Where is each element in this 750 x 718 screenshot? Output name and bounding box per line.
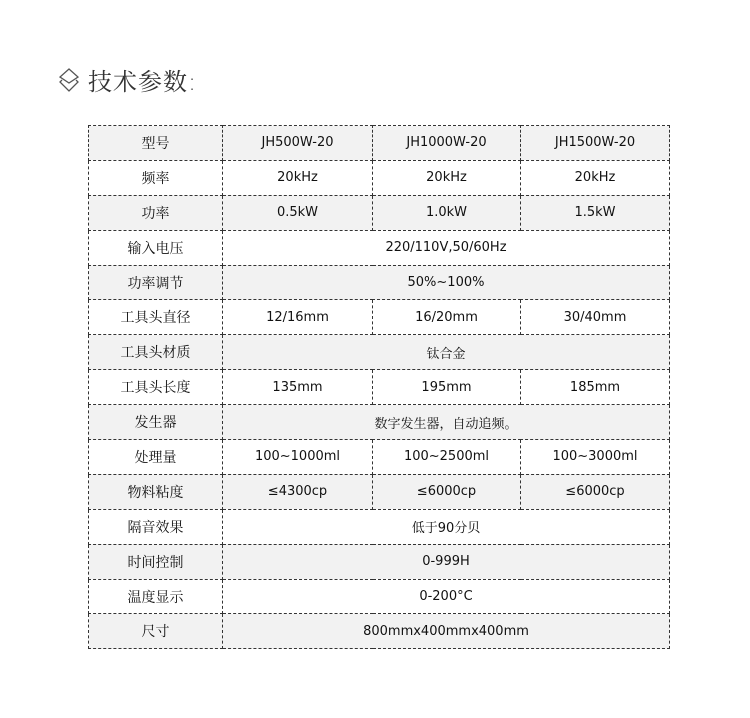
row-value: 185mm [521,370,670,405]
row-value: 195mm [373,370,521,405]
row-value: 低于90分贝 [223,509,670,544]
row-value: 16/20mm [373,300,521,335]
table-row [89,544,670,579]
row-value: JH500W-20 [223,126,373,161]
row-value: JH1500W-20 [521,126,670,161]
row-value: 100~3000ml [521,440,670,475]
table-row [89,265,670,300]
row-label: 时间控制 [89,544,223,579]
table-row [89,509,670,544]
row-label: 频率 [89,160,223,195]
row-value: 20kHz [521,160,670,195]
row-label: 处理量 [89,440,223,475]
table-row [89,160,670,195]
table-row [89,335,670,370]
table-row [89,230,670,265]
table-row [89,126,670,161]
row-value: 0-999H [223,544,670,579]
row-label: 隔音效果 [89,509,223,544]
row-value: 50%~100% [223,265,670,300]
row-label: 发生器 [89,405,223,440]
row-value: 0.5kW [223,195,373,230]
row-value: 数字发生器，自动追频。 [223,405,670,440]
row-label: 尺寸 [89,614,223,649]
table-row [89,474,670,509]
section-heading [56,62,197,97]
row-label: 型号 [89,126,223,161]
row-value: ≤6000cp [521,474,670,509]
row-value: 20kHz [373,160,521,195]
table-row [89,300,670,335]
row-value: 20kHz [223,160,373,195]
table-row [89,614,670,649]
row-value: 100~1000ml [223,440,373,475]
row-value: 1.0kW [373,195,521,230]
row-value: 1.5kW [521,195,670,230]
row-label: 工具头长度 [89,370,223,405]
row-value: 135mm [223,370,373,405]
row-value: 0-200°C [223,579,670,614]
table-row [89,440,670,475]
table-row [89,370,670,405]
row-value: 220/110V,50/60Hz [223,230,670,265]
row-value: 12/16mm [223,300,373,335]
layers-diamond-icon [56,67,82,93]
row-value: 100~2500ml [373,440,521,475]
row-value: 30/40mm [521,300,670,335]
row-value: 钛合金 [223,335,670,370]
table-row [89,405,670,440]
spec-table [88,125,670,649]
row-label: 物料粘度 [89,474,223,509]
row-label: 功率 [89,195,223,230]
table-row [89,195,670,230]
row-value: ≤4300cp [223,474,373,509]
table-row [89,579,670,614]
row-label: 温度显示 [89,579,223,614]
row-label: 输入电压 [89,230,223,265]
row-label: 工具头直径 [89,300,223,335]
row-label: 工具头材质 [89,335,223,370]
row-value: ≤6000cp [373,474,521,509]
row-value: JH1000W-20 [373,126,521,161]
row-label: 功率调节 [89,265,223,300]
row-value: 800mmx400mmx400mm [223,614,670,649]
section-title: 技术参数: [88,68,198,96]
